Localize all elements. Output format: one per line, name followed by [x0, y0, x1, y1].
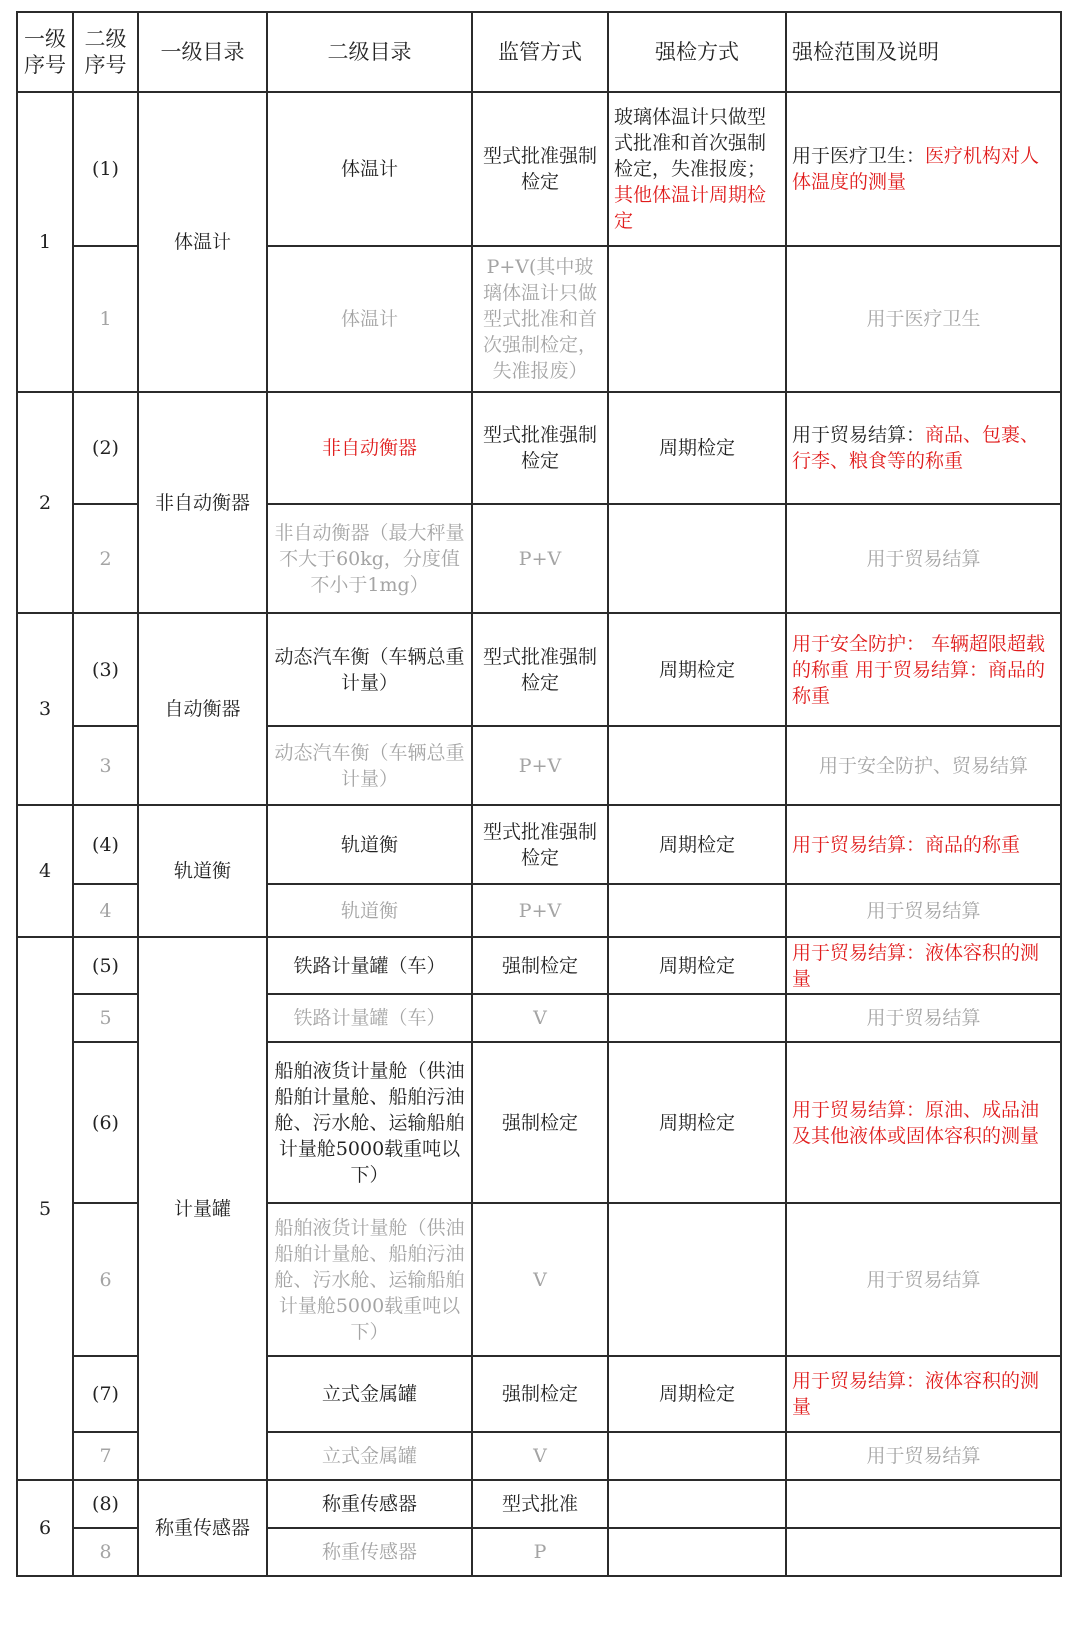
header-level1-category: 一级目录 — [138, 12, 267, 92]
scope-cell: 用于贸易结算：商品、包裹、行李、粮食等的称重 — [786, 392, 1061, 504]
method-cell: 周期检定 — [608, 1042, 786, 1203]
level2-item: 铁路计量罐（车） — [267, 937, 472, 994]
supervision-cell: 型式批准 — [472, 1480, 608, 1528]
level2-no: 1 — [73, 246, 138, 392]
scope-cell: 用于贸易结算：原油、成品油及其他液体或固体容积的测量 — [786, 1042, 1061, 1203]
level2-no: (4) — [73, 805, 138, 884]
scope-cell — [786, 1480, 1061, 1528]
supervision-cell: V — [472, 994, 608, 1042]
level2-no: (1) — [73, 92, 138, 246]
method-cell — [608, 1480, 786, 1528]
scope-cell: 用于贸易结算 — [786, 994, 1061, 1042]
level2-no: 8 — [73, 1528, 138, 1576]
header-method: 强检方式 — [608, 12, 786, 92]
level2-item: 非自动衡器（最大秤量不大于60kg，分度值不小于1mg） — [267, 504, 472, 613]
method-cell: 周期检定 — [608, 392, 786, 504]
table-row — [17, 392, 1061, 504]
level2-item: 体温计 — [267, 246, 472, 392]
level2-item: 非自动衡器 — [267, 392, 472, 504]
method-cell — [608, 246, 786, 392]
supervision-cell: 强制检定 — [472, 1356, 608, 1432]
level1-category: 称重传感器 — [138, 1480, 267, 1576]
level2-item: 动态汽车衡（车辆总重计量） — [267, 726, 472, 805]
header-level1-no: 一级 序号 — [17, 12, 73, 92]
level2-no: 2 — [73, 504, 138, 613]
level1-no: 4 — [17, 805, 73, 937]
level2-item: 轨道衡 — [267, 805, 472, 884]
scope-cell: 用于贸易结算：液体容积的测量 — [786, 1356, 1061, 1432]
level2-no: 6 — [73, 1203, 138, 1356]
supervision-cell: 型式批准强制检定 — [472, 392, 608, 504]
level2-no: (2) — [73, 392, 138, 504]
level2-item: 称重传感器 — [267, 1528, 472, 1576]
supervision-cell: P — [472, 1528, 608, 1576]
header-scope: 强检范围及说明 — [786, 12, 1061, 92]
header-level2-no: 二级 序号 — [73, 12, 138, 92]
supervision-cell: 型式批准强制检定 — [472, 92, 608, 246]
metrology-catalog-table — [16, 11, 1062, 1577]
header-supervision: 监管方式 — [472, 12, 608, 92]
supervision-cell: V — [472, 1432, 608, 1480]
level2-no: 5 — [73, 994, 138, 1042]
scope-cell: 用于安全防护、贸易结算 — [786, 726, 1061, 805]
table-row — [17, 805, 1061, 884]
method-cell: 周期检定 — [608, 937, 786, 994]
scope-cell: 用于贸易结算 — [786, 1432, 1061, 1480]
supervision-cell: P+V(其中玻璃体温计只做型式批准和首次强制检定，失准报废） — [472, 246, 608, 392]
level1-no: 2 — [17, 392, 73, 613]
method-cell — [608, 994, 786, 1042]
supervision-cell: 强制检定 — [472, 937, 608, 994]
level1-category: 非自动衡器 — [138, 392, 267, 613]
level2-no: (5) — [73, 937, 138, 994]
scope-cell: 用于贸易结算 — [786, 884, 1061, 937]
supervision-cell: 型式批准强制检定 — [472, 805, 608, 884]
scope-cell: 用于贸易结算 — [786, 504, 1061, 613]
level1-no: 6 — [17, 1480, 73, 1576]
level1-no: 3 — [17, 613, 73, 805]
level2-no: (8) — [73, 1480, 138, 1528]
supervision-cell: P+V — [472, 504, 608, 613]
scope-cell: 用于贸易结算：液体容积的测量 — [786, 937, 1061, 994]
level2-item: 轨道衡 — [267, 884, 472, 937]
scope-cell: 用于医疗卫生：医疗机构对人体温度的测量 — [786, 92, 1061, 246]
table-row — [17, 1480, 1061, 1528]
scope-cell: 用于贸易结算 — [786, 1203, 1061, 1356]
table-row — [17, 613, 1061, 726]
level2-item: 船舶液货计量舱（供油船舶计量舱、船舶污油舱、污水舱、运输船舶计量舱5000载重吨以下） — [267, 1042, 472, 1203]
supervision-cell: V — [472, 1203, 608, 1356]
level2-item: 体温计 — [267, 92, 472, 246]
method-cell: 周期检定 — [608, 613, 786, 726]
method-cell — [608, 1203, 786, 1356]
header-row — [17, 12, 1061, 92]
level1-category: 体温计 — [138, 92, 267, 392]
level2-item: 铁路计量罐（车） — [267, 994, 472, 1042]
scope-cell — [786, 1528, 1061, 1576]
method-cell: 周期检定 — [608, 1356, 786, 1432]
level2-item: 称重传感器 — [267, 1480, 472, 1528]
supervision-cell: 型式批准强制检定 — [472, 613, 608, 726]
level2-no: (6) — [73, 1042, 138, 1203]
scope-cell: 用于医疗卫生 — [786, 246, 1061, 392]
table-row — [17, 92, 1061, 246]
method-cell — [608, 726, 786, 805]
scope-cell: 用于贸易结算：商品的称重 — [786, 805, 1061, 884]
level2-no: 4 — [73, 884, 138, 937]
level2-no: (7) — [73, 1356, 138, 1432]
level2-no: 3 — [73, 726, 138, 805]
supervision-cell: P+V — [472, 884, 608, 937]
supervision-cell: P+V — [472, 726, 608, 805]
supervision-cell: 强制检定 — [472, 1042, 608, 1203]
level1-no: 1 — [17, 92, 73, 392]
level1-category: 轨道衡 — [138, 805, 267, 937]
method-cell — [608, 1432, 786, 1480]
level2-item: 船舶液货计量舱（供油船舶计量舱、船舶污油舱、污水舱、运输船舶计量舱5000载重吨以下） — [267, 1203, 472, 1356]
scope-cell: 用于安全防护： 车辆超限超载的称重 用于贸易结算：商品的称重 — [786, 613, 1061, 726]
method-cell — [608, 504, 786, 613]
level1-category: 自动衡器 — [138, 613, 267, 805]
level2-no: (3) — [73, 613, 138, 726]
table-row — [17, 937, 1061, 994]
method-cell: 玻璃体温计只做型式批准和首次强制检定，失准报废；其他体温计周期检定 — [608, 92, 786, 246]
method-cell — [608, 1528, 786, 1576]
level2-no: 7 — [73, 1432, 138, 1480]
level2-item: 立式金属罐 — [267, 1356, 472, 1432]
level1-category: 计量罐 — [138, 937, 267, 1480]
level2-item: 立式金属罐 — [267, 1432, 472, 1480]
level2-item: 动态汽车衡（车辆总重计量） — [267, 613, 472, 726]
header-level2-category: 二级目录 — [267, 12, 472, 92]
method-cell — [608, 884, 786, 937]
method-cell: 周期检定 — [608, 805, 786, 884]
level1-no: 5 — [17, 937, 73, 1480]
